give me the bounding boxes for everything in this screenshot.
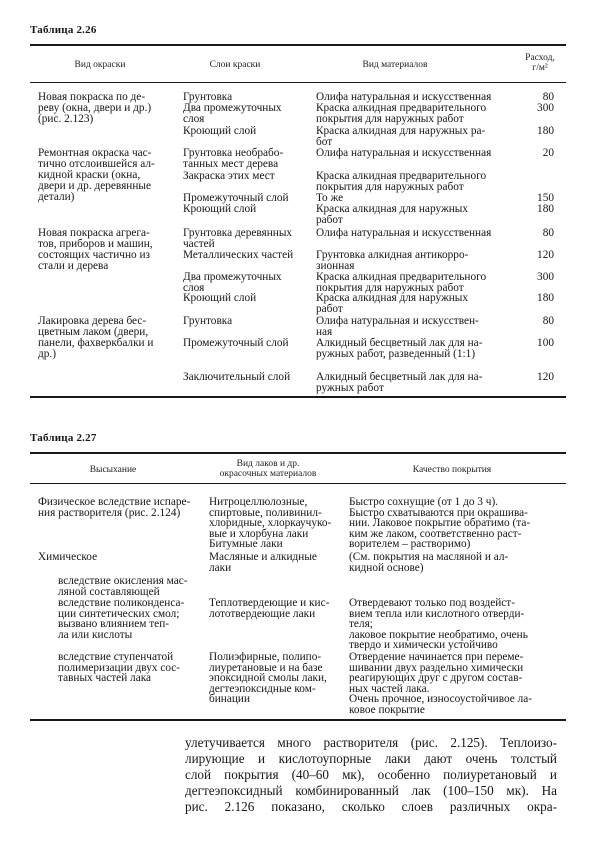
text-line: покрытия для наружных работ: [316, 282, 464, 294]
text-line: ная: [316, 326, 333, 338]
text-line: твердо и химически устойчиво: [349, 639, 498, 652]
text-line: Теплотвердеющие и кис-: [209, 597, 330, 609]
text-line: вые и хлорбуна лаки: [209, 527, 309, 540]
text-line: ворителем – растворимо): [349, 538, 471, 551]
table-2-26-top-rule: [30, 44, 566, 46]
text-line: Два промежуточных: [183, 271, 282, 283]
drying-cell: [58, 576, 188, 597]
header-consumption-label: Расход,: [525, 53, 555, 63]
paint-type-cell: [38, 148, 155, 203]
table-2-27-header-rule: [30, 483, 566, 484]
material-cell: [316, 103, 486, 125]
header-lacquer-type-line1: Вид лаков и др.: [236, 459, 300, 469]
text-line: кидной краски (окна,: [38, 169, 141, 181]
text-line: Олифа натуральная и искусственная: [316, 91, 492, 103]
text-line: Химическое: [38, 551, 98, 563]
paragraph-line: лирующие и кислотоупорные лаки дают очень толстый: [185, 751, 557, 766]
text-line: (рис. 2.123): [38, 113, 94, 125]
consumption-cell: [524, 250, 554, 261]
text-line: ла или кислоты: [58, 628, 133, 641]
consumption-cell: [524, 126, 554, 137]
layer-cell: [183, 272, 282, 294]
text-line: Два промежуточных: [183, 102, 282, 114]
quality-cell: [349, 598, 528, 651]
text-line: др.): [38, 348, 56, 360]
text-line: 180: [537, 125, 554, 137]
table-2-26-bottom-rule: [30, 396, 566, 398]
text-line: 120: [537, 249, 554, 261]
text-line: Промежуточный слой: [183, 192, 289, 204]
text-line: Промежуточный слой: [183, 337, 289, 349]
text-line: Краска алкидная предварительного: [316, 271, 487, 283]
consumption-cell: [524, 204, 554, 215]
material-cell: [316, 204, 468, 226]
text-line: работ: [316, 214, 343, 226]
text-line: ляной составляющей: [58, 585, 160, 598]
layer-cell: [183, 126, 256, 137]
drying-cell: [38, 552, 97, 563]
paragraph-line: слой покрытия (40–60 мк), особенно полиуретановый и: [185, 767, 557, 782]
materials-cell: [209, 652, 327, 705]
layer-cell: [183, 293, 256, 304]
layer-cell: [183, 228, 292, 250]
text-line: бот: [316, 136, 333, 148]
material-cell: [316, 338, 482, 360]
quality-cell: [349, 652, 532, 716]
text-line: эпоксидной смолы лаки,: [209, 672, 327, 685]
table-2-27-top-rule: [30, 452, 566, 454]
material-cell: [316, 148, 491, 159]
materials-cell: [209, 497, 331, 550]
text-line: Грунтовка алкидная антикорро-: [316, 249, 469, 261]
header-paint-layers: Слои краски: [209, 60, 261, 70]
text-line: Новая покраска агрега-: [38, 227, 150, 239]
text-line: частей: [183, 238, 215, 250]
text-line: спиртовые, поливинил-: [209, 506, 322, 519]
header-coating-quality: Качество покрытия: [412, 465, 492, 475]
paint-type-cell: [38, 92, 151, 125]
text-line: ружных работ: [316, 382, 384, 394]
text-line: покрытия для наружных работ: [316, 113, 464, 125]
text-line: Краска алкидная предварительного: [316, 170, 487, 182]
drying-cell: [58, 652, 180, 684]
layer-cell: [183, 372, 290, 383]
text-line: стали и дерева: [38, 260, 109, 272]
text-line: ции синтетических смол;: [58, 607, 180, 620]
text-line: тов, приборов и машин,: [38, 238, 153, 250]
text-line: ных частей лака.: [349, 682, 430, 695]
text-line: зионная: [316, 260, 355, 272]
text-line: Кроющий слой: [183, 203, 257, 215]
consumption-cell: [524, 372, 554, 383]
text-line: Алкидный бесцветный лак для на-: [316, 371, 483, 383]
header-materials: Вид материалов: [362, 60, 428, 70]
text-line: Олифа натуральная и искусствен-: [316, 315, 479, 327]
material-cell: [316, 293, 468, 315]
text-line: Масляные и алкидные: [209, 551, 317, 563]
text-line: 300: [537, 271, 554, 283]
consumption-cell: [524, 103, 554, 114]
text-line: 150: [537, 192, 554, 204]
text-line: вием тепла или кислотного отверди-: [349, 607, 525, 620]
material-cell: [316, 272, 486, 294]
text-line: Отвердение начинается при переме-: [349, 651, 524, 663]
layer-cell: [183, 103, 282, 125]
text-line: вследствие окисления мас-: [58, 575, 188, 587]
text-line: Металлических частей: [183, 249, 294, 261]
text-line: 20: [542, 147, 554, 159]
text-line: 300: [537, 102, 554, 114]
text-line: лототвердеющие лаки: [209, 607, 316, 620]
paint-type-cell: [38, 228, 153, 272]
text-line: 120: [537, 371, 554, 383]
paint-type-cell: [38, 316, 153, 360]
text-line: Быстро сохнущие (от 1 до 3 ч).: [349, 496, 499, 508]
consumption-cell: [524, 228, 554, 239]
text-line: ружных работ, разведенный (1:1): [316, 348, 476, 360]
text-line: Краска алкидная для наружных: [316, 203, 469, 215]
paragraph-line: улетучивается много растворителя (рис. 2.125). Теплоизо-: [185, 735, 557, 750]
header-lacquer-type-line2: окрасочных материалов: [219, 469, 317, 479]
text-line: состоящих частично из: [38, 249, 150, 261]
layer-cell: [183, 250, 293, 261]
text-line: танных мест дерева: [183, 158, 279, 170]
header-lacquer-type: [198, 459, 338, 479]
layer-cell: [183, 171, 275, 182]
text-line: лаковое покрытие необратимо, очень: [349, 628, 528, 641]
text-line: нии. Лаковое покрытие обратимо (та-: [349, 517, 531, 530]
table-2-27-bottom-rule: [30, 719, 566, 721]
header-consumption: [515, 53, 565, 73]
consumption-cell: [524, 272, 554, 283]
text-line: Физическое вследствие испаре-: [38, 496, 191, 508]
quality-cell: [349, 552, 508, 573]
text-line: Алкидный бесцветный лак для на-: [316, 337, 483, 349]
material-cell: [316, 126, 485, 148]
text-line: хлоридные, хлоркаучуко-: [209, 517, 332, 530]
consumption-cell: [524, 316, 554, 327]
text-line: ния растворителя (рис. 2.124): [38, 506, 181, 519]
text-line: реву (окна, двери и др.): [38, 102, 152, 114]
text-line: Олифа натуральная и искусственная: [316, 227, 492, 239]
text-line: работ: [316, 303, 343, 315]
consumption-cell: [524, 293, 554, 304]
text-line: 100: [537, 337, 554, 349]
text-line: Грунтовка деревянных: [183, 227, 293, 239]
text-line: Ремонтная окраска час-: [38, 147, 152, 159]
text-line: слоя: [183, 113, 205, 125]
layer-cell: [183, 316, 232, 327]
material-cell: [316, 250, 468, 272]
text-line: Лакировка дерева бес-: [38, 315, 147, 327]
drying-cell: [58, 598, 184, 640]
paragraph-line: рис. 2.126 показано, сколько слоев различных окра-: [185, 799, 557, 814]
text-line: тавных частей лака: [58, 672, 152, 685]
table-2-26-header-rule: [30, 82, 566, 83]
text-line: Кроющий слой: [183, 292, 257, 304]
text-line: 80: [542, 227, 554, 239]
table-2-27-title: Таблица 2.27: [30, 432, 97, 444]
text-line: Краска алкидная для наружных ра-: [316, 125, 486, 137]
text-line: Кроющий слой: [183, 125, 257, 137]
text-line: 80: [542, 315, 554, 327]
material-cell: [316, 316, 479, 338]
text-line: Грунтовка: [183, 91, 233, 103]
text-line: Закраска этих мест: [183, 170, 275, 182]
material-cell: [316, 171, 486, 193]
quality-cell: [349, 497, 530, 550]
text-line: Отвердевают только под воздейст-: [349, 597, 515, 609]
text-line: То же: [316, 192, 344, 204]
text-line: Полиэфирные, полипо-: [209, 651, 322, 663]
text-line: Быстро схватываются при окрашива-: [349, 506, 528, 519]
text-line: Грунтовка: [183, 315, 233, 327]
material-cell: [316, 228, 491, 239]
text-line: Краска алкидная предварительного: [316, 102, 487, 114]
body-paragraph: [185, 735, 557, 815]
text-line: вследствие поликонденса-: [58, 597, 185, 609]
text-line: ковое покрытие: [349, 703, 425, 716]
text-line: двери и др. деревянные: [38, 180, 151, 192]
text-line: Грунтовка необрабо-: [183, 147, 284, 159]
consumption-cell: [524, 148, 554, 159]
text-line: лаки: [209, 561, 232, 574]
consumption-cell: [524, 338, 554, 349]
text-line: Заключительный слой: [183, 371, 291, 383]
text-line: Олифа натуральная и искусственная: [316, 147, 492, 159]
text-line: вследствие ступенчатой: [58, 651, 174, 663]
text-line: Очень прочное, износоустойчивое ла-: [349, 693, 532, 706]
text-line: дегтеэпоксидные ком-: [209, 682, 316, 695]
text-line: цветным лаком (двери,: [38, 326, 149, 338]
drying-cell: [38, 497, 190, 518]
header-consumption-unit: г/м²: [532, 63, 548, 73]
text-line: лиуретановые и на базе: [209, 661, 323, 674]
materials-cell: [209, 552, 317, 573]
text-line: кидной основе): [349, 561, 424, 574]
text-line: панели, фахверкбалки и: [38, 337, 154, 349]
text-line: Нитроцеллюлозные,: [209, 496, 308, 508]
text-line: детали): [38, 191, 75, 203]
text-line: Краска алкидная для наружных: [316, 292, 469, 304]
text-line: ким же лаком, соответственно раст-: [349, 527, 522, 540]
text-line: реагирующих друг с другом состав-: [349, 672, 523, 685]
text-line: слоя: [183, 282, 205, 294]
materials-cell: [209, 598, 329, 619]
text-line: 80: [542, 91, 554, 103]
text-line: полимеризации двух сос-: [58, 661, 181, 674]
text-line: 180: [537, 292, 554, 304]
text-line: Битумные лаки: [209, 538, 283, 551]
paragraph-line: дегтеэпоксидный комбинированный лак (100–150 мк). На: [185, 783, 557, 798]
text-line: (См. покрытия на масляной и ал-: [349, 551, 509, 563]
layer-cell: [183, 204, 256, 215]
layer-cell: [183, 338, 289, 349]
material-cell: [316, 372, 482, 394]
text-line: 180: [537, 203, 554, 215]
table-2-26-title: Таблица 2.26: [30, 24, 97, 36]
layer-cell: [183, 148, 283, 170]
text-line: бинации: [209, 693, 250, 706]
text-line: тично отслоившейся ал-: [38, 158, 155, 170]
text-line: вызвано влиянием теп-: [58, 618, 170, 631]
header-paint-type: Вид окраски: [74, 60, 126, 70]
text-line: теля;: [349, 618, 373, 631]
text-line: шивании двух раздельно химически: [349, 661, 524, 674]
text-line: покрытия для наружных работ: [316, 181, 464, 193]
text-line: Новая покраска по де-: [38, 91, 146, 103]
header-drying: Высыхание: [89, 465, 137, 475]
